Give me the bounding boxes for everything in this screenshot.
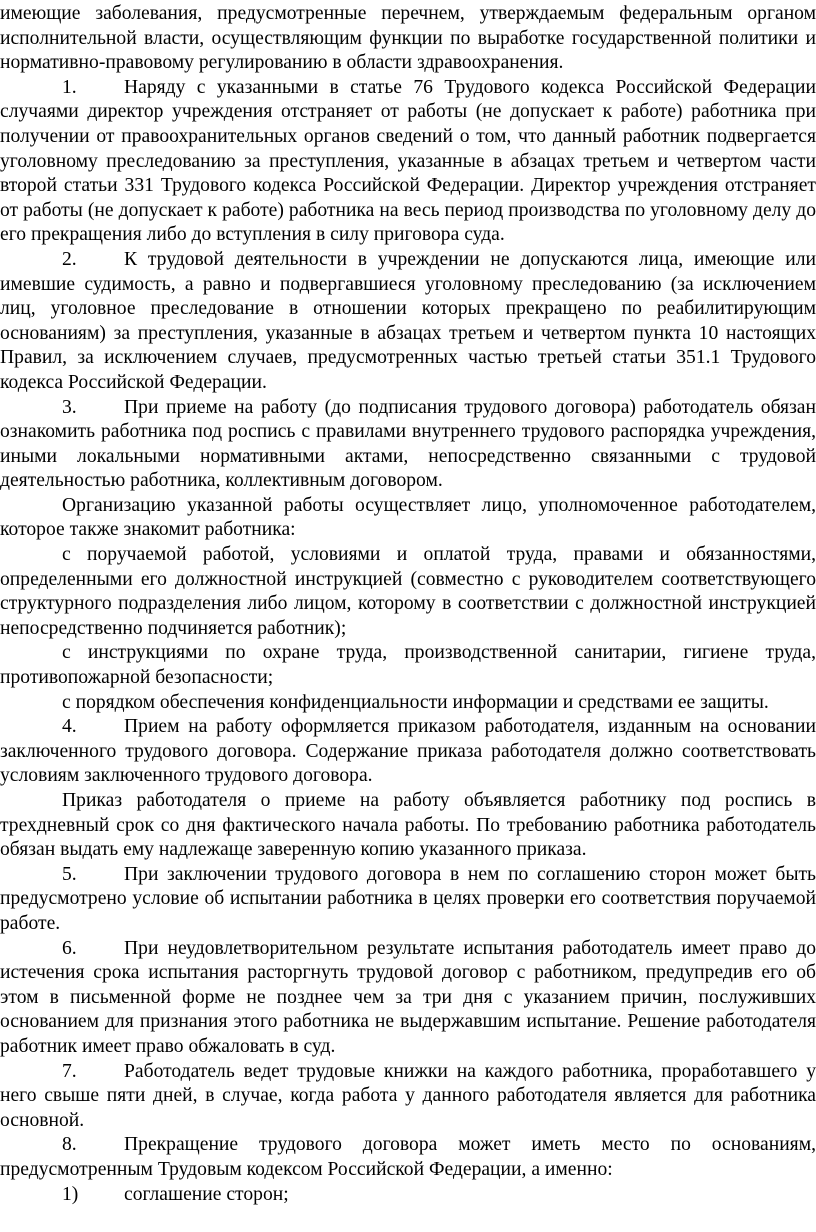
paragraph-text: Приказ работодателя о приеме на работу объявляется работнику под роспись в трехдневный срок со дня фактического начала работы. По требованию работника работодатель обязан выдать ему надлежаще заверенную копию указанного приказа. (0, 790, 816, 861)
paragraph-text: имеющие заболевания, предусмотренные перечнем, утверждаемым федеральным органом исполнительной власти, осуществляющим функции по выработке государственной политики и нормативно-правовому регулированию в области здравоохранения. (0, 3, 816, 74)
paragraph-text: Наряду с указанными в статье 76 Трудового кодекса Российской Федерации случаями директор учреждения отстраняет от работы (не допускает к работе) работника при получении от правоохранительных органов сведений о том, что данный работник подвергается уголовному преследованию за преступления, указанные в абзацах третьем и четвертом части второй статьи 331 Трудового кодекса Российской Федерации. Директор учреждения отстраняет от работы (не допускает к работе) работника на весь период производства по уголовному делу до его прекращения либо до вступления в силу приговора суда. (0, 76, 816, 246)
paragraph-number: 6. (62, 937, 77, 959)
paragraph-5 (0, 863, 816, 937)
paragraph-text: При заключении трудового договора в нем по соглашению сторон может быть предусмотрено условие об испытании работника в целях проверки его соответствия поручаемой работе. (0, 863, 816, 934)
paragraph-2 (0, 248, 816, 396)
paragraph-text: При неудовлетворительном результате испытания работодатель имеет право до истечения срока испытания расторгнуть трудовой договор с работником, предупредив его об этом в письменной форме не позднее чем за три дня с указанием причин, послуживших основанием для признания этого работника не выдержавшим испытание. Решение работодателя работник имеет право обжаловать в суд. (0, 937, 816, 1057)
paragraph-3d (0, 691, 816, 716)
paragraph-6 (0, 937, 816, 1060)
paragraph-4a (0, 789, 816, 863)
paragraph-8 (0, 1133, 816, 1182)
paragraph-7 (0, 1060, 816, 1134)
paragraph-intro (0, 2, 816, 76)
paragraph-1 (0, 76, 816, 248)
paragraph-text: К трудовой деятельности в учреждении не допускаются лица, имеющие или имевшие судимость, а равно и подвергавшиеся уголовному преследованию (за исключением лиц, уголовное преследование в отношении которых прекращено по реабилитирующим основаниям) за преступления, указанные в абзацах третьем и четвертом пункта 10 настоящих Правил, за исключением случаев, предусмотренных частью третьей статьи 351.1 Трудового кодекса Российской Федерации. (0, 248, 816, 393)
paragraph-4 (0, 715, 816, 789)
paragraph-3 (0, 396, 816, 494)
paragraph-3c (0, 641, 816, 690)
paragraph-text: с порядком обеспечения конфиденциальности информации и средствами ее защиты. (62, 691, 769, 713)
paragraph-number: 4. (62, 716, 77, 738)
paragraph-number: 3. (62, 396, 77, 418)
paragraph-text: с инструкциями по охране труда, производственной санитарии, гигиене труда, противопожарной безопасности; (0, 642, 816, 689)
paragraph-text: Работодатель ведет трудовые книжки на каждого работника, проработавшего у него свыше пяти дней, в случае, когда работа у данного работодателя является для работника основной. (0, 1060, 816, 1131)
paragraph-number: 7. (62, 1060, 77, 1082)
paragraph-number: 1. (62, 76, 77, 98)
paragraph-number: 8. (62, 1134, 77, 1156)
paragraph-text: При приеме на работу (до подписания трудового договора) работодатель обязан ознакомить работника под роспись с правилами внутреннего трудового распорядка учреждения, иными локальными нормативными актами, непосредственно связанными с трудовой деятельностью работника, коллективным договором. (0, 396, 816, 492)
paragraph-3b (0, 543, 816, 641)
paragraph-text: Прием на работу оформляется приказом работодателя, изданным на основании заключенного трудового договора. Содержание приказа работодателя должно соответствовать условиям заключенного трудового договора. (0, 716, 816, 787)
paragraph-text: Организацию указанной работы осуществляет лицо, уполномоченное работодателем, которое также знакомит работника: (0, 494, 816, 541)
paragraph-text: с поручаемой работой, условиями и оплатой труда, правами и обязанностями, определенными его должностной инструкцией (совместно с руководителем соответствующего структурного подразделения либо лицом, которому в соответствии с должностной инструкцией непосредственно подчиняется работник); (0, 544, 816, 639)
paragraph-text: соглашение сторон; (124, 1183, 289, 1205)
paragraph-number: 5. (62, 863, 77, 885)
paragraph-3a (0, 494, 816, 543)
paragraph-text: Прекращение трудового договора может иметь место по основаниям, предусмотренным Трудовым кодексом Российской Федерации, а именно: (0, 1134, 816, 1180)
paragraph-8-1 (0, 1183, 816, 1208)
paragraph-number: 1) (62, 1183, 79, 1205)
paragraph-number: 2. (62, 248, 77, 270)
